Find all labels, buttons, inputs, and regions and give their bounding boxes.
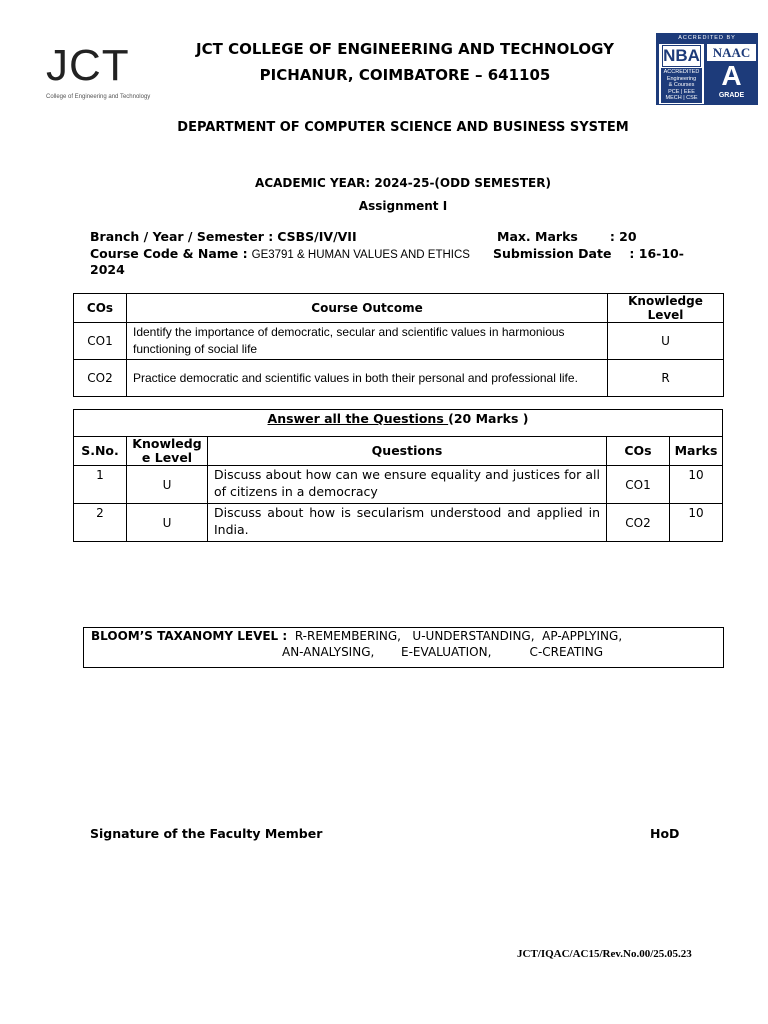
level-cell: R [608, 360, 724, 397]
co-cell: CO1 [74, 323, 127, 360]
col-header-sno: S.No. [74, 437, 127, 466]
table-row [74, 323, 724, 360]
logo-subtitle: College of Engineering and Technology [46, 94, 151, 100]
questions-title [74, 410, 723, 437]
co-cell: CO2 [607, 504, 670, 542]
submission-value: : 16-10- [629, 246, 684, 261]
question-cell: Discuss about how can we ensure equality and justices for all of citizens in a democracy [208, 466, 607, 504]
submission-date [493, 246, 684, 261]
col-header-cos: COs [607, 437, 670, 466]
course-outcomes-table [73, 293, 724, 397]
questions-title-marks: (20 Marks ) [448, 411, 529, 426]
accreditation-badge [656, 33, 758, 105]
bloom-label: BLOOM’S TAXANOMY LEVEL : [91, 629, 288, 643]
col-header-knowledge [608, 294, 724, 323]
branch-label: Branch / Year / Semester : [90, 229, 274, 244]
college-name: JCT COLLEGE OF ENGINEERING AND TECHNOLOGY [196, 40, 614, 58]
level-cell: U [127, 504, 208, 542]
co-cell: CO2 [74, 360, 127, 397]
table-row [74, 360, 724, 397]
bloom-levels-2: AN-ANALYSING, E-EVALUATION, C-CREATING [282, 645, 603, 659]
questions-title-main: Answer all the Questions [267, 411, 449, 426]
knowledge-line1: Knowledg [132, 436, 202, 451]
table-header-row [74, 437, 723, 466]
course-info [90, 246, 470, 261]
max-marks-label: Max. Marks [497, 229, 578, 244]
question-cell: Discuss about how is secularism understood and applied in India. [208, 504, 607, 542]
questions-title-row [74, 410, 723, 437]
knowledge-line2: e Level [141, 450, 193, 465]
max-marks-value: : 20 [609, 229, 637, 244]
faculty-signature: Signature of the Faculty Member [90, 826, 323, 841]
outcome-cell: Practice democratic and scientific values in both their personal and professional life. [127, 360, 608, 397]
marks-cell: 10 [670, 466, 723, 504]
academic-year: ACADEMIC YEAR: 2024-25-(ODD SEMESTER) [255, 176, 551, 190]
bloom-line1 [91, 629, 622, 643]
nba-line: PCE | EEE [668, 88, 695, 95]
table-row [74, 504, 723, 542]
col-header-marks: Marks [670, 437, 723, 466]
nba-line: MECH | CSE [665, 95, 698, 101]
branch-info [90, 229, 357, 244]
course-label: Course Code & Name : [90, 246, 248, 261]
course-value: GE3791 & HUMAN VALUES AND ETHICS [251, 249, 470, 261]
department-title: DEPARTMENT OF COMPUTER SCIENCE AND BUSINESS SYSTEM [177, 120, 629, 135]
table-row [74, 466, 723, 504]
nba-line: & Courses [668, 82, 695, 88]
accredited-by-text: ACCREDITED BY [678, 35, 736, 41]
col-header-outcome: Course Outcome [127, 294, 608, 323]
knowledge-line2: Level [647, 308, 684, 322]
submission-label: Submission Date [493, 246, 612, 261]
nba-mark: NBA [663, 46, 700, 65]
max-marks [497, 229, 637, 244]
naac-grade: A [721, 60, 742, 91]
college-logo [46, 41, 156, 106]
nba-details [661, 68, 702, 103]
knowledge-line1: Knowledge [628, 294, 703, 308]
level-cell: U [608, 323, 724, 360]
college-address: PICHANUR, COIMBATORE – 641105 [259, 66, 551, 84]
nba-line: Engineering [666, 75, 697, 82]
questions-table [73, 409, 723, 542]
branch-value: CSBS/IV/VII [277, 229, 357, 244]
submission-year: 2024 [90, 262, 125, 277]
table-header-row [74, 294, 724, 323]
outcome-cell: Identify the importance of democratic, secular and scientific values in harmonious functioning of social life [127, 323, 608, 360]
col-header-questions: Questions [208, 437, 607, 466]
level-cell: U [127, 466, 208, 504]
submission-date-cont [90, 262, 125, 277]
hod-signature: HoD [650, 826, 680, 841]
nba-logo [659, 44, 704, 104]
assignment-title: Assignment I [358, 199, 448, 213]
document-code: JCT/IQAC/AC15/Rev.No.00/25.05.23 [517, 948, 692, 960]
marks-cell: 10 [670, 504, 723, 542]
sno-cell: 2 [74, 504, 127, 542]
nba-line: ACCREDITED [663, 69, 700, 75]
bloom-levels-1: R-REMEMBERING, U-UNDERSTANDING, AP-APPLYING, [294, 629, 623, 643]
bloom-taxonomy-box [83, 627, 724, 668]
sno-cell: 1 [74, 466, 127, 504]
col-header-knowledge-level [127, 437, 208, 466]
naac-logo [707, 44, 756, 104]
logo-mark: JCT [46, 41, 130, 90]
co-cell: CO1 [607, 466, 670, 504]
naac-label: NAAC [707, 44, 756, 61]
naac-grade-label: GRADE [718, 92, 745, 99]
col-header-cos: COs [74, 294, 127, 323]
